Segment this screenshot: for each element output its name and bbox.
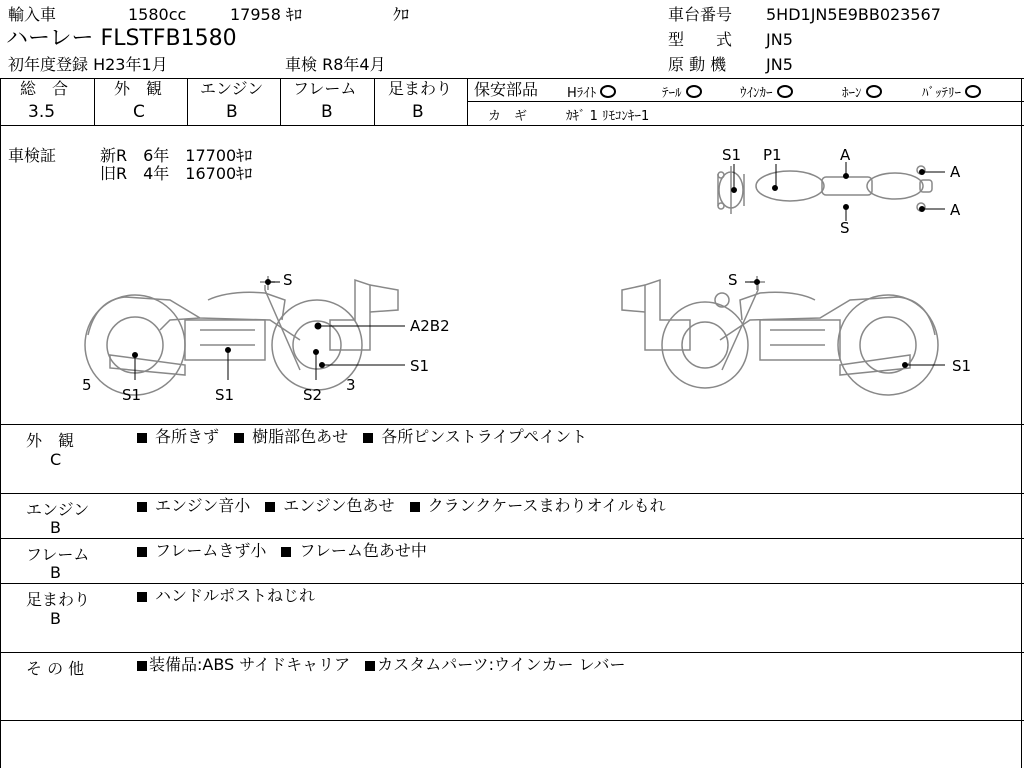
safety-item-label: ﾊﾞｯﾃﾘｰ <box>922 86 961 101</box>
diagram-label: 5 <box>82 376 92 394</box>
note-list <box>137 497 666 515</box>
diagram-label: A <box>950 163 961 181</box>
bullet-icon <box>137 433 147 443</box>
grade-engine: B <box>226 102 238 122</box>
section-grade: B <box>50 609 61 628</box>
note: 各所ピンストライプペイント <box>381 427 588 446</box>
diagram-label: S <box>283 271 293 289</box>
note: エンジン音小 <box>155 496 251 515</box>
bullet-icon <box>265 502 275 512</box>
section-grade: B <box>50 563 61 582</box>
divider <box>187 78 188 125</box>
chassis-number: 5HD1JN5E9BB023567 <box>766 5 941 24</box>
right-view-motorcycle <box>622 276 938 395</box>
safety-item-label: ﾃｰﾙ <box>662 86 682 101</box>
bullet-icon <box>410 502 420 512</box>
certificate-new: 新R 6年 17700ｷﾛ <box>100 146 253 165</box>
key-value: ｶｷﾞ 1 ﾘﾓｺﾝｷｰ1 <box>566 109 650 124</box>
ok-circle-icon <box>965 85 981 98</box>
diagram-label: S1 <box>122 386 142 404</box>
section-grade: B <box>50 518 61 537</box>
grade-frame: B <box>321 102 333 122</box>
bullet-icon <box>137 592 147 602</box>
diagram-label: S <box>840 219 850 237</box>
damage-diagram <box>0 126 1024 422</box>
diagram-label: A2B2 <box>410 317 450 335</box>
safety-item-horn <box>842 82 882 101</box>
bullet-icon <box>281 547 291 557</box>
note: クランクケースまわりオイルもれ <box>427 496 666 515</box>
bullet-icon <box>363 433 373 443</box>
diagram-label: A <box>950 201 961 219</box>
note: フレーム色あせ中 <box>299 541 427 560</box>
first-registration: 初年度登録 H23年1月 <box>8 55 168 74</box>
import-label: 輸入車 <box>8 5 57 24</box>
section-title: 外 観 <box>26 431 75 450</box>
divider <box>0 538 1024 539</box>
diagram-label: S <box>728 271 738 289</box>
note-list <box>137 428 587 446</box>
bullet-icon <box>137 502 147 512</box>
grade-header-engine: エンジン <box>200 79 264 98</box>
certificate-label: 車検証 <box>8 146 57 165</box>
divider <box>374 78 375 125</box>
safety-item-label: ﾎｰﾝ <box>842 86 862 101</box>
section-grade: C <box>50 450 62 469</box>
grade-header-frame: フレーム <box>293 79 357 98</box>
bullet-icon <box>365 661 375 671</box>
safety-label: 保安部品 <box>474 80 539 99</box>
diagram-label: P1 <box>763 146 782 164</box>
mileage: 17958 ｷﾛ <box>230 5 302 24</box>
safety-item-label: Hﾗｲﾄ <box>567 86 597 101</box>
note-list <box>137 656 626 674</box>
ok-circle-icon <box>777 85 793 98</box>
certificate-old: 旧R 4年 16700ｷﾛ <box>100 164 253 183</box>
diagram-label: S1 <box>215 386 235 404</box>
note: 装備品:ABS サイドキャリア <box>149 655 351 674</box>
diagram-label: 3 <box>346 376 356 394</box>
section-title: エンジン <box>26 500 90 519</box>
grade-suspension: B <box>412 102 424 122</box>
section-title: そ の 他 <box>26 659 85 678</box>
section-title: 足まわり <box>26 590 91 609</box>
note: 各所きず <box>155 427 220 446</box>
section-title: フレーム <box>26 545 90 564</box>
note: カスタムパーツ:ウインカー レバー <box>377 655 626 674</box>
engine-model-label: 原 動 機 <box>668 55 727 74</box>
displacement: 1580cc <box>128 5 187 24</box>
divider <box>467 78 468 125</box>
grade-header-exterior: 外 観 <box>114 79 163 98</box>
bullet-icon <box>137 661 147 671</box>
color: ｸﾛ <box>393 5 410 24</box>
divider <box>0 493 1024 494</box>
engine-model-value: JN5 <box>766 55 793 74</box>
type-value: JN5 <box>766 30 793 49</box>
divider <box>280 78 281 125</box>
note-list <box>137 587 315 605</box>
diagram-label: S2 <box>303 386 323 404</box>
chassis-label: 車台番号 <box>668 5 733 24</box>
note: エンジン色あせ <box>283 496 395 515</box>
safety-item-tail <box>662 82 702 101</box>
safety-item-winker <box>740 82 793 101</box>
bullet-icon <box>234 433 244 443</box>
grade-header-suspension: 足まわり <box>388 79 453 98</box>
divider <box>0 424 1024 425</box>
safety-item-label: ｳｲﾝｶｰ <box>740 86 773 101</box>
note: 樹脂部色あせ <box>252 427 349 446</box>
divider <box>0 652 1024 653</box>
key-label: カ ギ <box>488 109 528 124</box>
divider <box>94 78 95 125</box>
ok-circle-icon <box>686 85 702 98</box>
divider <box>0 720 1024 721</box>
safety-item-battery <box>922 82 981 101</box>
note: ハンドルポストねじれ <box>155 586 316 605</box>
bullet-icon <box>137 547 147 557</box>
diagram-label: A <box>840 146 851 164</box>
grade-exterior: C <box>133 102 145 122</box>
grade-header-overall: 総 合 <box>20 79 69 98</box>
diagram-label: S1 <box>410 357 430 375</box>
ok-circle-icon <box>600 85 616 98</box>
note: フレームきず小 <box>155 541 267 560</box>
note-list <box>137 542 427 560</box>
grade-overall: 3.5 <box>28 102 56 122</box>
divider <box>0 583 1024 584</box>
divider <box>468 101 1024 102</box>
top-view-motorcycle <box>718 166 932 214</box>
diagram-label: S1 <box>952 357 972 375</box>
model-name: ハーレー FLSTFB1580 <box>6 26 237 51</box>
type-label: 型 式 <box>668 30 733 49</box>
diagram-label: S1 <box>722 146 742 164</box>
inspection-date: 車検 R8年4月 <box>285 55 386 74</box>
safety-item-headlight <box>567 82 616 101</box>
ok-circle-icon <box>866 85 882 98</box>
